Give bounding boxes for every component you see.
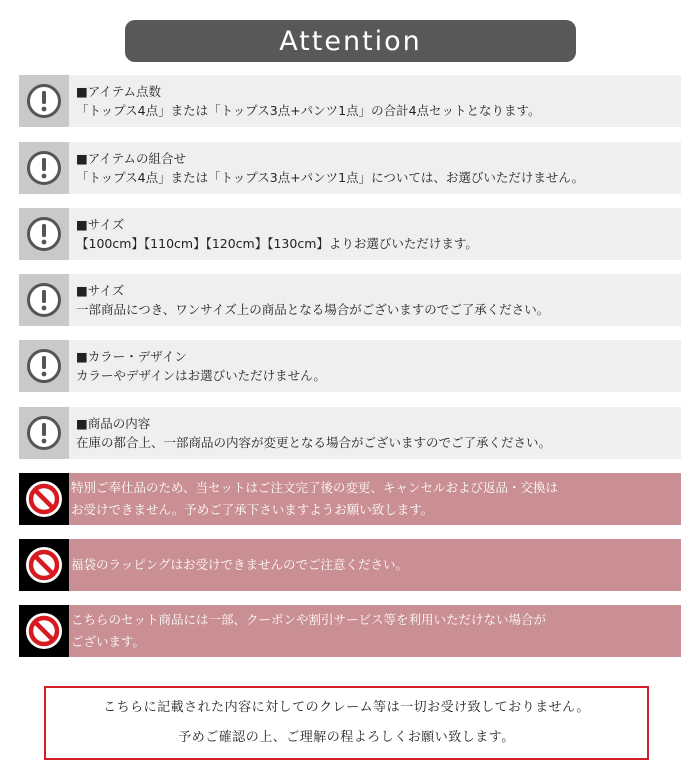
info-text xyxy=(69,208,681,260)
disclaimer-line-2: 予めご確認の上、ご理解の程よろしくお願い致します。 xyxy=(178,730,515,745)
info-body: カラーやデザインはお選びいただけません。 xyxy=(76,368,326,383)
info-item xyxy=(19,340,681,392)
warning-icon-box xyxy=(19,473,69,525)
disclaimer-line-1: こちらに記載された内容に対してのクレーム等は一切お受け致しておりません。 xyxy=(103,700,590,715)
info-item xyxy=(19,208,681,260)
warning-line: お受けできません。予めご了承下さいますようお願い致します。 xyxy=(71,502,434,517)
prohibited-icon xyxy=(25,480,63,518)
warning-text xyxy=(69,605,681,657)
info-icon-box xyxy=(19,340,69,392)
exclamation-circle-icon xyxy=(26,348,62,384)
exclamation-circle-icon xyxy=(26,216,62,252)
info-text xyxy=(69,142,681,194)
info-icon-box xyxy=(19,407,69,459)
warning-line: こちらのセット商品には一部、クーポンや割引サービス等を利用いただけない場合が xyxy=(71,612,547,627)
info-body: 「トップス4点」または「トップス3点+パンツ1点」については、お選びいただけません。 xyxy=(76,170,585,185)
info-text xyxy=(69,274,681,326)
exclamation-circle-icon xyxy=(26,83,62,119)
info-heading: ■アイテム点数 xyxy=(76,84,162,99)
info-icon-box xyxy=(19,274,69,326)
warning-item xyxy=(19,473,681,525)
info-body: 在庫の都合上、一部商品の内容が変更となる場合がございますのでご了承ください。 xyxy=(76,435,552,450)
page-title: Attention xyxy=(279,25,422,57)
info-item xyxy=(19,142,681,194)
info-item xyxy=(19,407,681,459)
info-item xyxy=(19,274,681,326)
info-icon-box xyxy=(19,75,69,127)
warning-line: 福袋のラッピングはお受けできませんのでご注意ください。 xyxy=(71,557,409,572)
info-text xyxy=(69,340,681,392)
prohibited-icon xyxy=(25,612,63,650)
info-heading: ■サイズ xyxy=(76,283,125,298)
info-heading: ■商品の内容 xyxy=(76,416,151,431)
info-text xyxy=(69,407,681,459)
warning-icon-box xyxy=(19,605,69,657)
info-body: 「トップス4点」または「トップス3点+パンツ1点」の合計4点セットとなります。 xyxy=(76,103,541,118)
exclamation-circle-icon xyxy=(26,415,62,451)
info-heading: ■アイテムの組合せ xyxy=(76,151,187,166)
warning-item xyxy=(19,605,681,657)
info-body: 一部商品につき、ワンサイズ上の商品となる場合がございますのでご了承ください。 xyxy=(76,302,550,317)
info-heading: ■サイズ xyxy=(76,217,125,232)
warning-icon-box xyxy=(19,539,69,591)
info-item xyxy=(19,75,681,127)
warning-line: ございます。 xyxy=(71,634,146,649)
info-icon-box xyxy=(19,142,69,194)
exclamation-circle-icon xyxy=(26,150,62,186)
info-heading: ■カラー・デザイン xyxy=(76,349,187,364)
prohibited-icon xyxy=(25,546,63,584)
exclamation-circle-icon xyxy=(26,282,62,318)
info-body: 【100cm】【110cm】【120cm】【130cm】よりお選びいただけます。 xyxy=(76,236,478,251)
info-icon-box xyxy=(19,208,69,260)
warning-line: 特別ご奉仕品のため、当セットはご注文完了後の変更、キャンセルおよび返品・交換は xyxy=(71,480,559,495)
warning-text xyxy=(69,539,681,591)
disclaimer-box xyxy=(44,686,649,760)
warning-item xyxy=(19,539,681,591)
info-text xyxy=(69,75,681,127)
title-banner xyxy=(125,20,576,62)
warning-text xyxy=(69,473,681,525)
